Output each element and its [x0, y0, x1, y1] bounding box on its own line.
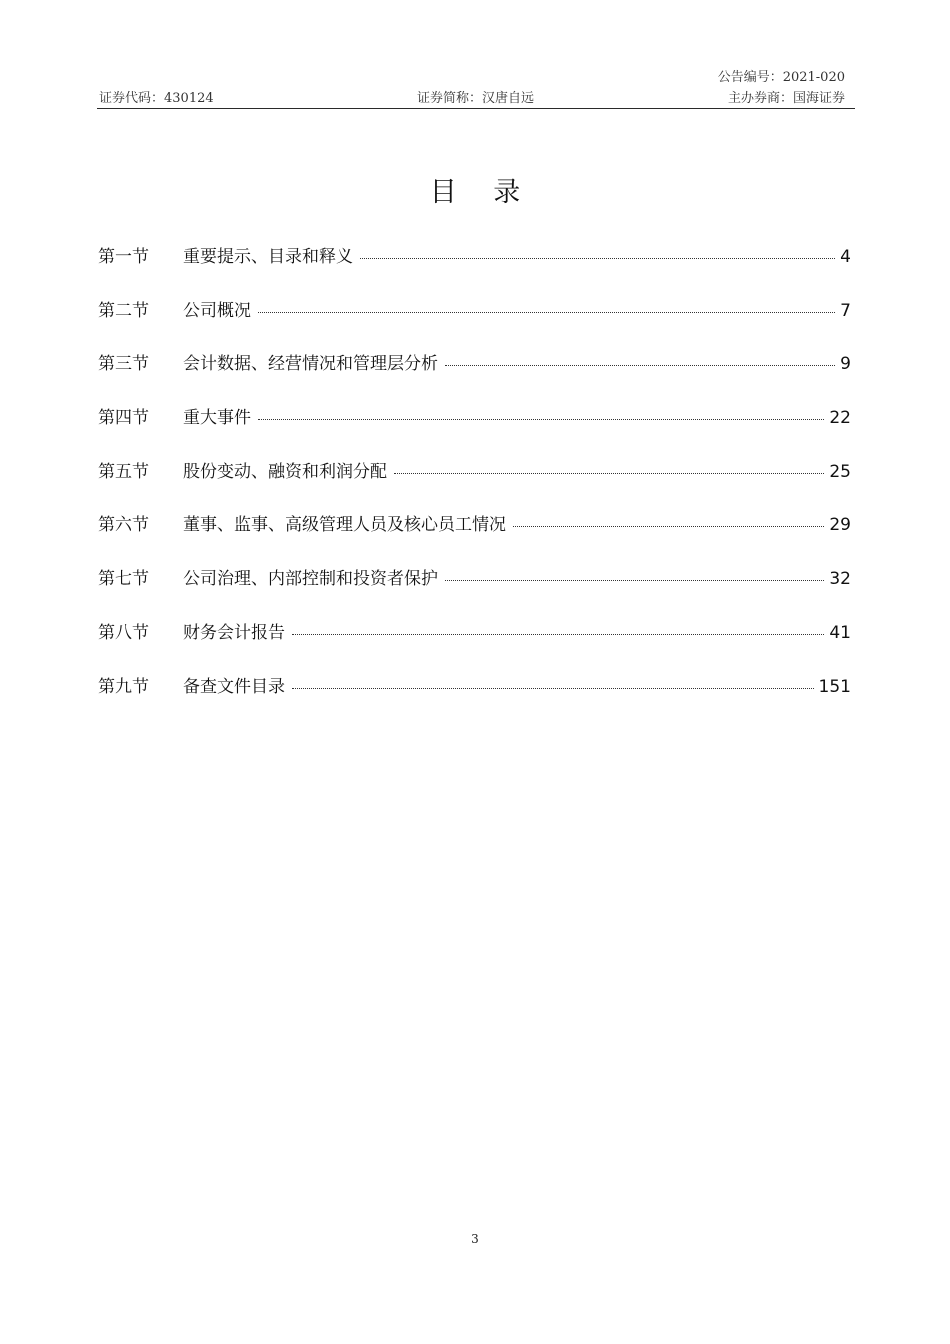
toc-leader-dots: [445, 579, 824, 581]
toc-page-number: 9: [840, 354, 851, 375]
toc-page-number: 29: [829, 515, 851, 536]
toc-section-number: 第四节: [98, 408, 149, 429]
toc-section-number: 第九节: [98, 676, 149, 697]
toc-section-number: 第一节: [98, 247, 149, 267]
toc-entry[interactable]: [98, 242, 851, 269]
toc-title: 目 录: [429, 177, 535, 208]
header-info-row: [97, 87, 855, 105]
toc-page-number: 4: [840, 247, 851, 267]
toc-leader-dots: [394, 472, 824, 474]
toc-leader-dots: [445, 364, 835, 366]
stock-code: 证券代码：430124: [99, 91, 214, 106]
toc-leader-dots: [258, 418, 824, 420]
toc-section-title: 股份变动、融资和利润分配: [183, 461, 387, 482]
toc-section-number: 第三节: [98, 354, 149, 375]
toc-leader-dots: [513, 525, 824, 527]
toc-entry[interactable]: [98, 349, 851, 376]
toc-leader-dots: [360, 257, 835, 259]
toc-page-number: 7: [840, 300, 851, 321]
toc-entry[interactable]: [98, 564, 851, 591]
toc-entry[interactable]: [98, 510, 851, 537]
toc-section-title: 公司治理、内部控制和投资者保护: [183, 569, 438, 590]
toc-entry[interactable]: [98, 457, 851, 484]
toc-section-title: 会计数据、经营情况和管理层分析: [183, 354, 438, 375]
page-number: 3: [471, 1232, 479, 1246]
toc-section-title: 重要提示、目录和释义: [183, 247, 353, 267]
announcement-number: 公告编号：2021-020: [717, 70, 845, 85]
toc-section-title: 重大事件: [183, 408, 251, 429]
toc-page-number: 32: [829, 569, 851, 590]
toc-page-number: 25: [829, 461, 851, 482]
toc-section-title: 公司概况: [183, 300, 251, 321]
stock-abbreviation: 证券简称：汉唐自远: [417, 91, 535, 106]
page-header: [97, 66, 855, 109]
toc-entry[interactable]: [98, 672, 851, 699]
toc-leader-dots: [292, 687, 814, 689]
toc-section-title: 财务会计报告: [183, 622, 285, 643]
sponsor-broker: 主办券商：国海证券: [727, 91, 845, 106]
toc-section-number: 第二节: [98, 300, 149, 321]
toc-leader-dots: [258, 311, 835, 313]
toc-section-number: 第七节: [98, 569, 149, 590]
toc-section-title: 董事、监事、高级管理人员及核心员工情况: [183, 515, 506, 536]
toc-section-number: 第五节: [98, 461, 149, 482]
toc-page-number: 41: [829, 622, 851, 643]
toc-leader-dots: [292, 633, 824, 635]
toc-entry[interactable]: [98, 403, 851, 430]
table-of-contents: [98, 242, 851, 725]
toc-section-number: 第八节: [98, 622, 149, 643]
toc-section-title: 备查文件目录: [183, 676, 285, 697]
toc-entry[interactable]: [98, 618, 851, 645]
toc-page-number: 151: [818, 676, 851, 697]
toc-section-number: 第六节: [98, 515, 149, 536]
toc-entry[interactable]: [98, 296, 851, 323]
toc-page-number: 22: [829, 408, 851, 429]
